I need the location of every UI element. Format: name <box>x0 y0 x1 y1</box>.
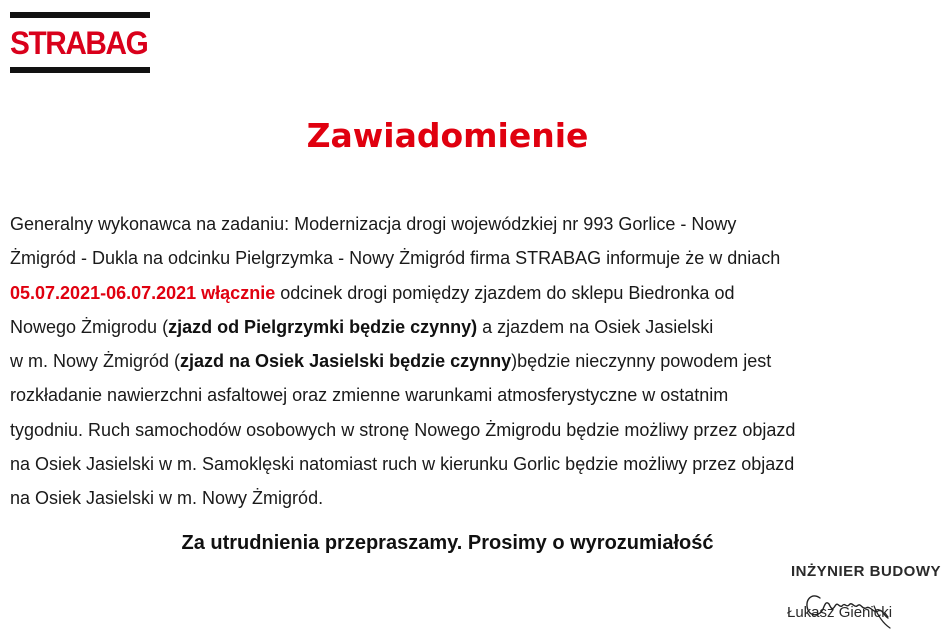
strabag-logo <box>10 12 150 73</box>
notice-body <box>10 207 890 516</box>
signature-stamp <box>752 560 947 632</box>
stamp-name: Łukasz Gienicki <box>787 604 893 621</box>
notice-text: na Osiek Jasielski w m. Nowy Żmigród. <box>10 488 324 509</box>
page-title: Zawiadomienie <box>306 116 589 155</box>
notice-line <box>10 207 890 241</box>
notice-text: )będzie nieczynny powodem jest <box>511 351 772 372</box>
notice-line <box>10 241 890 275</box>
notice-text: odcinek drogi pomiędzy zjazdem do sklepu Biedronka od <box>275 282 735 303</box>
notice-text: a zjazdem na Osiek Jasielski <box>477 316 714 337</box>
date-range-highlight: 05.07.2021-06.07.2021 włącznie <box>10 282 276 303</box>
handwritten-signature <box>782 578 912 632</box>
bold-note: zjazd od Pielgrzymki będzie czynny) <box>168 316 478 337</box>
notice-line <box>10 447 890 481</box>
notice-line <box>10 276 890 310</box>
logo-wordmark: STRABAG <box>10 25 148 61</box>
logo-top-bar <box>10 12 150 18</box>
notice-line <box>10 413 890 447</box>
notice-line <box>10 310 890 344</box>
notice-text: na Osiek Jasielski w m. Samoklęski natomiast ruch w kierunku Gorlic będzie możliwy przez objazd <box>10 454 795 475</box>
notice-line <box>10 378 890 412</box>
notice-line <box>10 481 890 515</box>
notice-text: tygodniu. Ruch samochodów osobowych w stronę Nowego Żmigrodu będzie możliwy przez objazd <box>10 419 796 440</box>
notice-text: w m. Nowy Żmigród ( <box>10 351 181 372</box>
notice-text: Żmigród - Dukla na odcinku Pielgrzymka - Nowy Żmigród firma STRABAG informuje że w dniach <box>10 248 781 269</box>
stamp-role: INŻYNIER BUDOWY <box>791 563 941 580</box>
apology-text: Za utrudnienia przepraszamy. Prosimy o wyrozumiałość <box>181 532 714 554</box>
notice-text: rozkładanie nawierzchni asfaltowej oraz zmienne warunkami atmosferystyczne w ostatnim <box>10 385 729 406</box>
notice-text: Generalny wykonawca na zadaniu: Modernizacja drogi wojewódzkiej nr 993 Gorlice - Nowy <box>10 214 737 234</box>
notice-line <box>10 344 890 378</box>
bold-note: zjazd na Osiek Jasielski będzie czynny <box>180 351 512 372</box>
logo-bottom-bar <box>10 67 150 73</box>
notice-text: Nowego Żmigrodu ( <box>10 316 169 337</box>
